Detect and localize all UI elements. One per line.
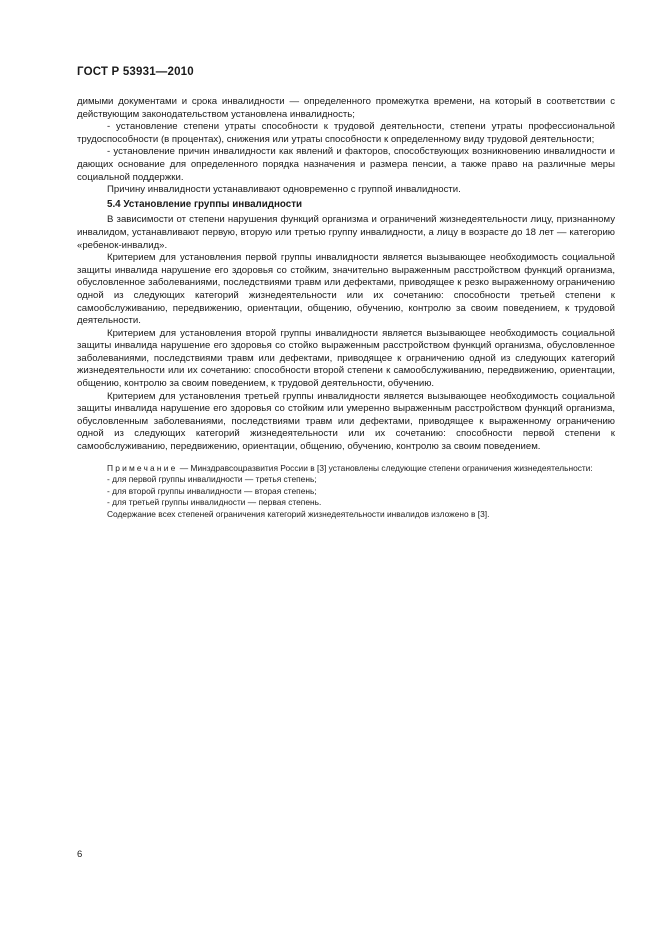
list-item: - установление причин инвалидности как явлений и факторов, способствующих возникновению инвалидности и дающих основание для определенного порядка назначения и размера пенсии, а также право на различные меры социальной поддержки. bbox=[77, 146, 615, 183]
document-body bbox=[77, 96, 615, 521]
paragraph: Критерием для установления третьей группы инвалидности является вызывающее необходимость социальной защиты инвалида нарушение его здоровья со стойким или умеренно выраженным расстройством функций организма, обусловленным заболеваниями, последствиями травм или дефектами, приводящее к выраженному ограничению одной из следующих категорий жизнедеятельности или их сочетанию: способности первой степени к самообслуживанию, передвижению, ориентации, общению, обучению, контролю за своим поведением. bbox=[77, 390, 615, 453]
note-intro bbox=[77, 463, 615, 475]
note-intro-text: — Минздравсоцразвития России в [3] установлены следующие степени ограничения жизнедеятельности: bbox=[177, 462, 593, 473]
paragraph: Критерием для установления второй группы инвалидности является вызывающее необходимость социальной защиты инвалида нарушение его здоровья со стойко выраженным расстройством функций организма, обусловленное заболеваниями, последствиями травм или дефектами, приводящее к ограничению одной из следующих категорий жизнедеятельности или их сочетанию: способности второй степени к самообслуживанию, передвижению, ориентации, общению, контролю за своим поведением, к трудовой деятельности, обучению. bbox=[77, 327, 615, 390]
note-item: - для третьей группы инвалидности — первая степень. bbox=[107, 497, 322, 508]
paragraph: В зависимости от степени нарушения функций организма и ограничений жизнедеятельности лицу, признанному инвалидом, устанавливают первую, вторую или третью группу инвалидности, а лицу в возрасте до 18 лет — категорию «ребенок-инвалид». bbox=[77, 214, 615, 251]
paragraph: Критерием для установления первой группы инвалидности является вызывающее необходимость социальной защиты инвалида нарушение его здоровья со стойким, значительно выраженным расстройством функций организма, обусловленное заболеваниями, последствиями травм или дефектами, приводящее к резко выраженному ограничению одной из следующих категорий жизнедеятельности или их сочетанию: способности третьей степени к самообслуживанию, передвижению, ориентации, общению, обучению, контролю за своим поведением, к трудовой деятельности. bbox=[77, 252, 615, 327]
note-label: Примечание bbox=[107, 462, 178, 473]
document-header: ГОСТ Р 53931—2010 bbox=[77, 66, 194, 78]
paragraph: димыми документами и срока инвалидности — определенного промежутка времени, на который в соответствии с действующим законодательством установлена инвалидность; bbox=[77, 96, 615, 120]
note-item: - для первой группы инвалидности — третья степень; bbox=[107, 474, 317, 485]
list-item: - установление степени утраты способности к трудовой деятельности, степени утраты профессиональной трудоспособности (в процентах), снижения или утраты способности к определенному виду трудовой деятельности; bbox=[77, 121, 615, 145]
section-heading: 5.4 Установление группы инвалидности bbox=[107, 198, 303, 210]
page-number: 6 bbox=[77, 849, 83, 860]
paragraph: Причину инвалидности устанавливают одновременно с группой инвалидности. bbox=[107, 184, 461, 196]
note-item: - для второй группы инвалидности — вторая степень; bbox=[107, 485, 317, 496]
note-footer: Содержание всех степеней ограничения категорий жизнедеятельности инвалидов изложено в [3]. bbox=[107, 509, 490, 519]
note-block bbox=[77, 463, 615, 521]
